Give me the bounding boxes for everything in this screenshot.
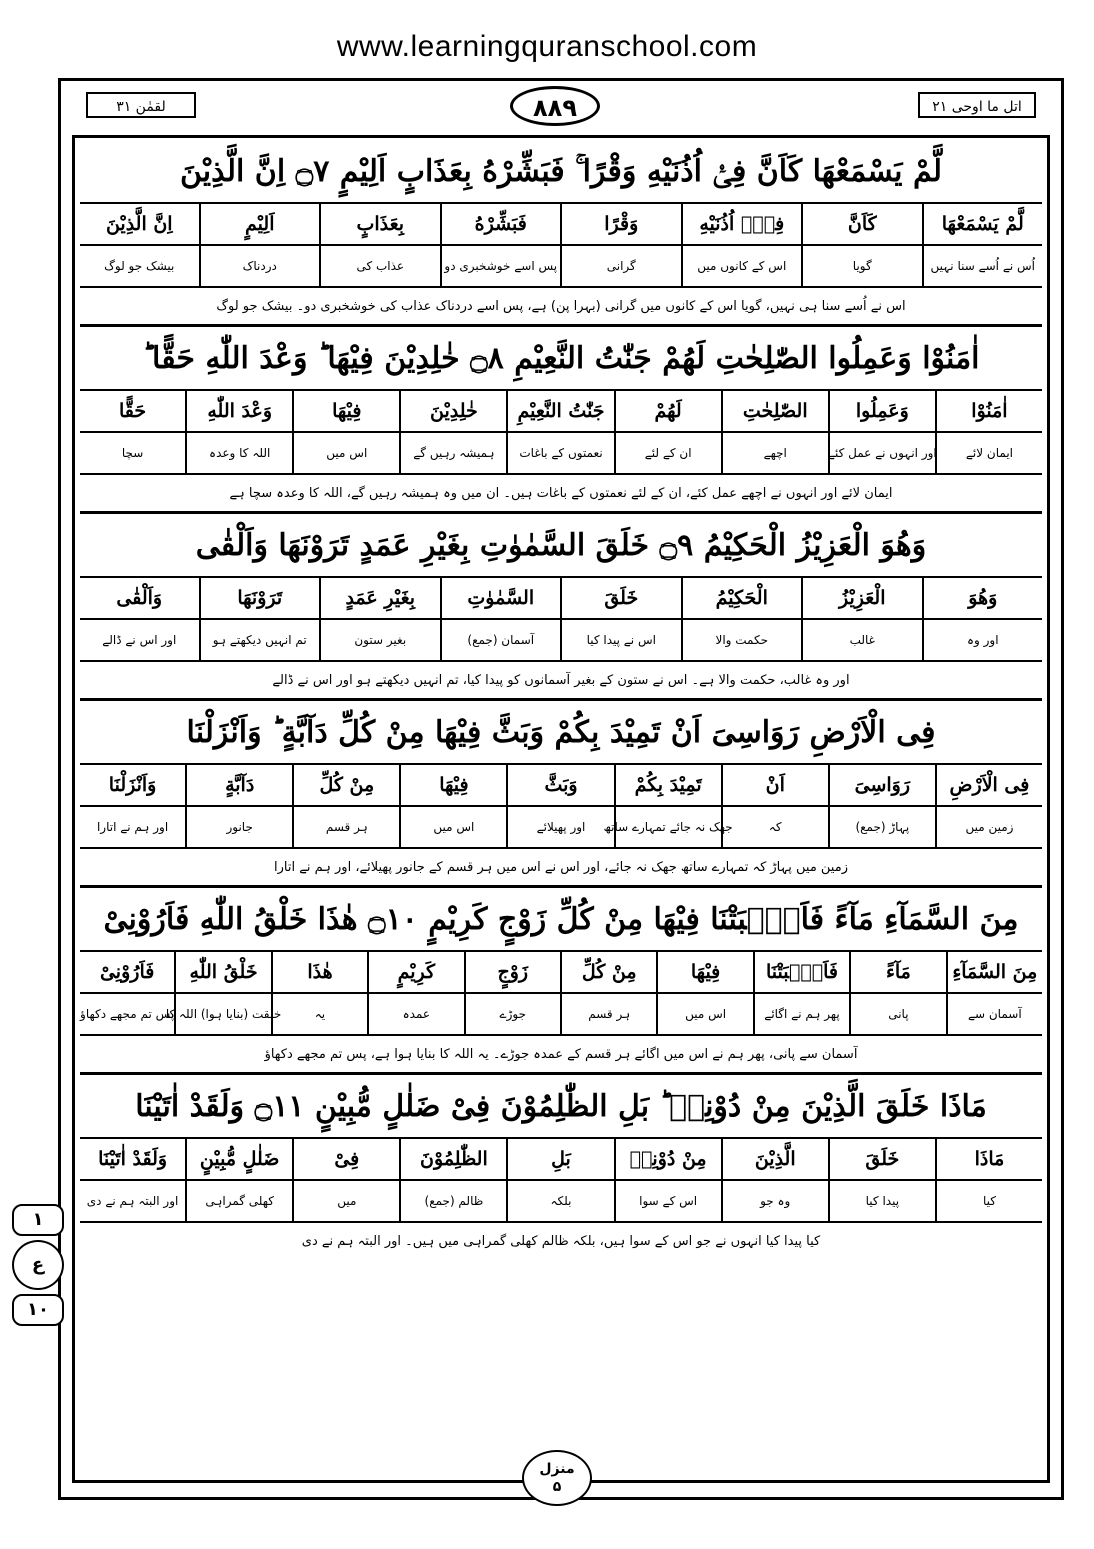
word-row: [80, 391, 1042, 433]
urdu-meaning-cell: اس میں: [292, 433, 399, 473]
arabic-word-cell: وَبَثَّ: [506, 765, 613, 805]
arabic-word-cell: فِیْۤ اُذُنَیْهِ: [681, 204, 802, 244]
urdu-meaning-cell: اس نے پیدا کیا: [560, 620, 681, 660]
verse-section: [80, 1075, 1042, 1259]
urdu-meaning-cell: اس میں: [399, 807, 506, 847]
urdu-meaning-cell: بیشک جو لوگ: [104, 259, 175, 273]
urdu-meaning-cell: پس اسے خوشخبری دو: [440, 246, 561, 286]
urdu-meaning-cell: اُس نے اُسے سنا نہیں: [922, 246, 1043, 286]
arabic-word-cell: مَآءً: [849, 952, 945, 992]
urdu-meaning-cell: پھر ہم نے اگائے: [753, 994, 849, 1034]
manzil-label: منزل: [539, 1461, 575, 1477]
urdu-meaning-cell: اس کے سوا: [614, 1181, 721, 1221]
urdu-meaning-cell: گویا: [801, 246, 922, 286]
urdu-meaning-cell: ہر قسم: [560, 994, 656, 1034]
urdu-meaning-cell: یہ: [271, 994, 367, 1034]
page-number: ۸۸۹: [510, 86, 600, 126]
arabic-verse: لَّمْ یَسْمَعْهَا كَاَنَّ فِیْۤ اُذُنَیْهِ وَقْرًا ۚ فَبَشِّرْهُ بِعَذَابٍ اَلِیْمٍ ۝۷ اِنَّ الَّذِیْنَ: [80, 140, 1042, 204]
arabic-word-cell: خَلَقَ: [560, 578, 681, 618]
arabic-word-cell: خَلَقَ: [828, 1139, 935, 1179]
urdu-meaning-cell: پانی: [849, 994, 945, 1034]
urdu-meaning-cell: پیدا کیا: [828, 1181, 935, 1221]
urdu-meaning-cell: بغیر ستون: [319, 620, 440, 660]
urdu-meaning-cell: اور پھیلائے: [506, 807, 613, 847]
word-row: [80, 578, 1042, 620]
verse-section: [80, 140, 1042, 327]
arabic-word-cell: وَهُوَ: [922, 578, 1043, 618]
urdu-meaning-cell: غالب: [801, 620, 922, 660]
arabic-word-cell: رَوَاسِیَ: [828, 765, 935, 805]
urdu-translation: اس نے اُسے سنا ہی نہیں، گویا اس کے کانوں میں گرانی (بہرا پن) ہے، پس اسے دردناک عذاب کی خوشخبری دو۔ بیشک جو لوگ: [80, 288, 1042, 327]
arabic-word-cell: فَاَرُوْنِیْ: [99, 961, 155, 983]
urdu-meaning-cell: کہ: [721, 807, 828, 847]
arabic-word-cell: فَاَنْۢبَتْنَا: [753, 952, 849, 992]
urdu-meaning-cell: جانور: [185, 807, 292, 847]
meaning-row: [80, 246, 1042, 288]
ruku-count-marker: ۱: [12, 1204, 64, 1236]
arabic-word-cell: وَقْرًا: [560, 204, 681, 244]
urdu-translation: آسمان سے پانی، پھر ہم نے اس میں اگائے ہر قسم کے عمدہ جوڑے۔ یہ اللہ کا بنایا ہوا ہے، پس تم مجھے دکھاؤ: [80, 1036, 1042, 1075]
arabic-word-cell: مِنَ السَّمَآءِ: [946, 952, 1042, 992]
arabic-word-cell: اٰمَنُوْا: [935, 391, 1042, 431]
manzil-number: ۵: [552, 1479, 562, 1495]
urdu-meaning-cell: ہمیشہ رہیں گے: [399, 433, 506, 473]
manzil-badge: [522, 1450, 592, 1506]
arabic-word-cell: الصّٰلِحٰتِ: [721, 391, 828, 431]
arabic-word-cell: دَآبَّةٍ: [185, 765, 292, 805]
arabic-word-cell: خٰلِدِیْنَ: [399, 391, 506, 431]
meaning-row: [80, 807, 1042, 849]
arabic-verse: اٰمَنُوْا وَعَمِلُوا الصّٰلِحٰتِ لَهُمْ جَنّٰتُ النَّعِیْمِ ۝۸ خٰلِدِیْنَ فِیْهَا ؕ وَعْدَ اللّٰهِ حَقًّا ؕ: [80, 327, 1042, 391]
urdu-meaning-cell: عمدہ: [367, 994, 463, 1034]
urdu-meaning-cell: اور اس نے ڈالے: [102, 633, 177, 647]
meaning-row: [80, 994, 1042, 1036]
arabic-word-cell: وَلَقَدْ اٰتَیْنَا: [98, 1148, 168, 1170]
urdu-meaning-cell: آسمان (جمع): [440, 620, 561, 660]
surah-label: لقمٰن ۳۱: [86, 92, 196, 118]
urdu-meaning-cell: دردناک: [199, 246, 320, 286]
arabic-word-cell: هٰذَا: [271, 952, 367, 992]
verse-count-marker: ۱۰: [12, 1294, 64, 1326]
arabic-word-cell: اَنْ: [721, 765, 828, 805]
arabic-word-cell: فَبَشِّرْهُ: [440, 204, 561, 244]
ruku-marker: ع: [12, 1240, 64, 1290]
arabic-word-cell: وَعَمِلُوا: [828, 391, 935, 431]
urdu-meaning-cell: آسمان سے: [946, 994, 1042, 1034]
urdu-meaning-cell: تم انہیں دیکھتے ہو: [199, 620, 320, 660]
arabic-word-cell: تَرَوْنَهَا: [199, 578, 320, 618]
word-row: [80, 765, 1042, 807]
urdu-meaning-cell: ایمان لائے: [935, 433, 1042, 473]
arabic-word-cell: الْحَكِیْمُ: [681, 578, 802, 618]
word-row: [80, 952, 1042, 994]
verse-section: [80, 327, 1042, 514]
urdu-meaning-cell: پہاڑ (جمع): [828, 807, 935, 847]
arabic-word-cell: كَرِیْمٍ: [367, 952, 463, 992]
quran-word-by-word-content: [80, 140, 1042, 1259]
urdu-translation: ایمان لائے اور انہوں نے اچھے عمل کئے، ان کے لئے نعمتوں کے باغات ہیں۔ ان میں وہ ہمیشہ رہیں گے، اللہ کا وعدہ سچا ہے: [80, 475, 1042, 514]
urdu-meaning-cell: اس کے کانوں میں: [681, 246, 802, 286]
verse-section: [80, 701, 1042, 888]
arabic-word-cell: فِیْ: [292, 1139, 399, 1179]
meaning-row: [80, 1181, 1042, 1223]
arabic-word-cell: مِنْ دُوْنِهٖ: [614, 1139, 721, 1179]
arabic-word-cell: تَمِیْدَ بِكُمْ: [614, 765, 721, 805]
urdu-meaning-cell: اور وہ: [922, 620, 1043, 660]
urdu-meaning-cell: بلکہ: [506, 1181, 613, 1221]
arabic-word-cell: مَاذَا: [935, 1139, 1042, 1179]
urdu-translation: اور وہ غالب، حکمت والا ہے۔ اس نے ستون کے بغیر آسمانوں کو پیدا کیا، تم انہیں دیکھتے ہو اور اس نے ڈالے: [80, 662, 1042, 701]
arabic-word-cell: وَاَلْقٰى: [116, 587, 163, 609]
arabic-verse: مِنَ السَّمَآءِ مَآءً فَاَنْۢبَتْنَا فِیْهَا مِنْ كُلِّ زَوْجٍ كَرِیْمٍ ۝۱۰ هٰذَا خَلْقُ اللّٰهِ فَاَرُوْنِیْ: [80, 888, 1042, 952]
arabic-word-cell: اِنَّ الَّذِیْنَ: [105, 213, 173, 235]
arabic-word-cell: فِی الْاَرْضِ: [935, 765, 1042, 805]
urdu-meaning-cell: اچھے: [721, 433, 828, 473]
urdu-meaning-cell: کھلی گمراہی: [185, 1181, 292, 1221]
urdu-meaning-cell: ظالم (جمع): [399, 1181, 506, 1221]
juz-label: اتل ما اوحی ۲۱: [918, 92, 1036, 118]
arabic-verse: فِی الْاَرْضِ رَوَاسِیَ اَنْ تَمِیْدَ بِكُمْ وَبَثَّ فِیْهَا مِنْ كُلِّ دَآبَّةٍ ؕ وَاَنْزَلْنَا: [80, 701, 1042, 765]
arabic-word-cell: بِعَذَابٍ: [319, 204, 440, 244]
urdu-meaning-cell: گرانی: [560, 246, 681, 286]
urdu-meaning-cell: زمین میں: [935, 807, 1042, 847]
arabic-word-cell: ضَلٰلٍ مُّبِیْنٍ: [185, 1139, 292, 1179]
urdu-translation: کیا پیدا کیا انہوں نے جو اس کے سوا ہیں، بلکہ ظالم کھلی گمراہی میں ہیں۔ اور البتہ ہم نے دی: [301, 1233, 821, 1249]
urdu-meaning-cell: اور البتہ ہم نے دی: [86, 1194, 179, 1208]
urdu-meaning-cell: اللہ کا وعدہ: [185, 433, 292, 473]
arabic-word-cell: فِیْهَا: [399, 765, 506, 805]
arabic-word-cell: بِغَیْرِ عَمَدٍ: [319, 578, 440, 618]
urdu-meaning-cell: وہ جو: [721, 1181, 828, 1221]
urdu-meaning-cell: میں: [292, 1181, 399, 1221]
arabic-word-cell: الَّذِیْنَ: [721, 1139, 828, 1179]
arabic-word-cell: فِیْهَا: [292, 391, 399, 431]
arabic-verse: وَهُوَ الْعَزِیْزُ الْحَكِیْمُ ۝۹ خَلَقَ السَّمٰوٰتِ بِغَیْرِ عَمَدٍ تَرَوْنَهَا وَاَلْقٰى: [80, 514, 1042, 578]
urdu-meaning-cell: ہر قسم: [292, 807, 399, 847]
meaning-row: [80, 620, 1042, 662]
arabic-word-cell: مِنْ كُلِّ: [292, 765, 399, 805]
arabic-word-cell: بَلِ: [506, 1139, 613, 1179]
arabic-verse: مَاذَا خَلَقَ الَّذِیْنَ مِنْ دُوْنِهٖ ؕ بَلِ الظّٰلِمُوْنَ فِیْ ضَلٰلٍ مُّبِیْنٍ ۝۱۱ وَلَقَدْ اٰتَیْنَا: [80, 1075, 1042, 1139]
arabic-word-cell: حَقًّا: [119, 400, 147, 422]
urdu-meaning-cell: حکمت والا: [681, 620, 802, 660]
urdu-meaning-cell: سچا: [121, 446, 144, 460]
arabic-word-cell: كَاَنَّ: [801, 204, 922, 244]
arabic-word-cell: وَاَنْزَلْنَا: [108, 774, 157, 796]
urdu-meaning-cell: کیا: [935, 1181, 1042, 1221]
arabic-word-cell: فِیْهَا: [656, 952, 752, 992]
urdu-meaning-cell: خلقت (بنایا ہوا) اللہ کا: [174, 994, 270, 1034]
arabic-word-cell: الْعَزِیْزُ: [801, 578, 922, 618]
urdu-meaning-cell: نعمتوں کے باغات: [506, 433, 613, 473]
urdu-translation: زمین میں پہاڑ کہ تمہارے ساتھ جھک نہ جائے، اور اس نے اس میں ہر قسم کے جانور پھیلائے، اور ہم نے اتارا: [80, 849, 1042, 888]
arabic-word-cell: اَلِیْمٍ: [199, 204, 320, 244]
word-row: [80, 204, 1042, 246]
urdu-meaning-cell: جوڑے: [464, 994, 560, 1034]
verse-section: [80, 888, 1042, 1075]
verse-section: [80, 514, 1042, 701]
urdu-meaning-cell: اور ہم نے اتارا: [96, 820, 169, 834]
urdu-meaning-cell: پس تم مجھے دکھاؤ: [80, 1007, 175, 1021]
word-row: [80, 1139, 1042, 1181]
meaning-row: [80, 433, 1042, 475]
urdu-meaning-cell: جھک نہ جائے تمہارے ساتھ: [614, 807, 721, 847]
urdu-meaning-cell: ان کے لئے: [614, 433, 721, 473]
arabic-word-cell: السَّمٰوٰتِ: [440, 578, 561, 618]
arabic-word-cell: الظّٰلِمُوْنَ: [399, 1139, 506, 1179]
arabic-word-cell: جَنّٰتُ النَّعِیْمِ: [506, 391, 613, 431]
arabic-word-cell: لَهُمْ: [614, 391, 721, 431]
arabic-word-cell: زَوْجٍ: [464, 952, 560, 992]
arabic-word-cell: لَّمْ یَسْمَعْهَا: [922, 204, 1043, 244]
arabic-word-cell: وَعْدَ اللّٰهِ: [185, 391, 292, 431]
urdu-meaning-cell: عذاب کی: [319, 246, 440, 286]
arabic-word-cell: خَلْقُ اللّٰهِ: [174, 952, 270, 992]
arabic-word-cell: مِنْ كُلِّ: [560, 952, 656, 992]
urdu-meaning-cell: اس میں: [656, 994, 752, 1034]
site-url: www.learningquranschool.com: [336, 30, 758, 63]
urdu-meaning-cell: اور انہوں نے عمل کئے: [828, 433, 935, 473]
